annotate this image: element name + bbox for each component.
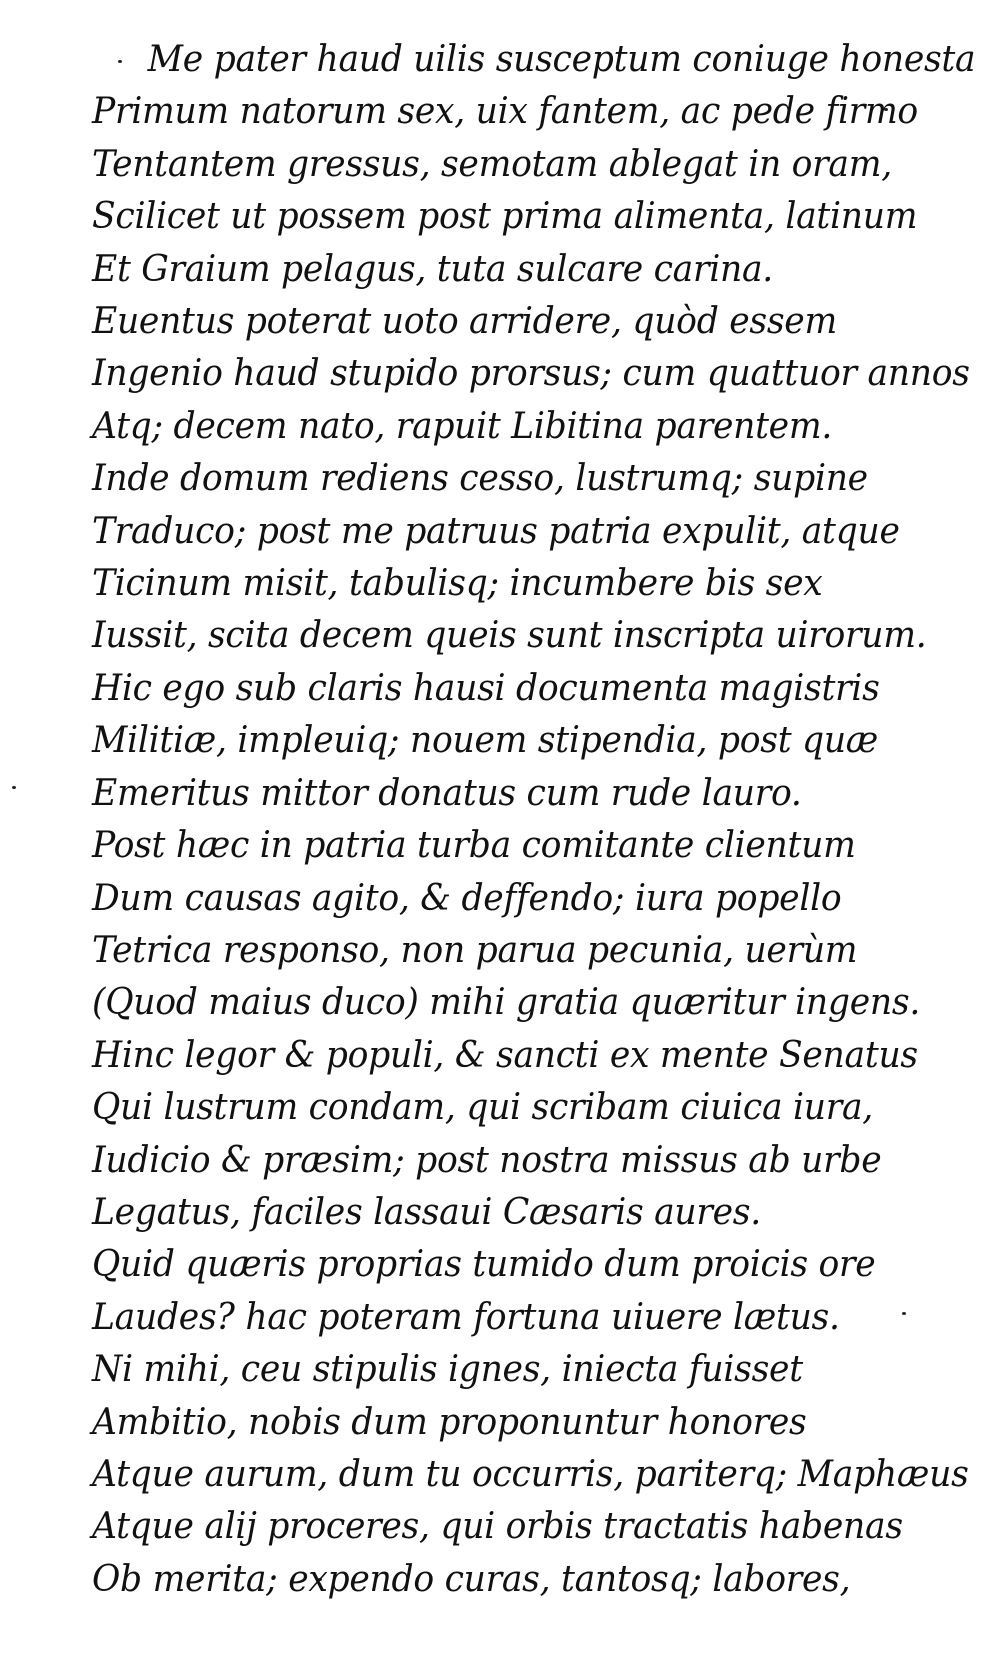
ink-speck bbox=[12, 786, 16, 789]
verse-line: Tentantem gressus, semotam ablegat in oram, bbox=[92, 143, 892, 185]
verse-line: Et Graium pelagus, tuta sulcare carina. bbox=[92, 248, 773, 290]
verse-line: Euentus poterat uoto arridere, quòd essem bbox=[92, 301, 837, 343]
verse-line: Inde domum rediens cesso, lustrumq; supine bbox=[92, 458, 868, 500]
verse-line: Legatus, faciles lassaui Cæsaris aures. bbox=[92, 1191, 761, 1233]
verse-line: Ambitio, nobis dum proponuntur honores bbox=[92, 1401, 807, 1443]
verse-line: Laudes? hac poteram fortuna uiuere lætus. bbox=[92, 1296, 840, 1338]
verse-line: Dum causas agito, & deffendo; iura popello bbox=[92, 877, 842, 919]
verse-line: Hinc legor & populi, & sancti ex mente Senatus bbox=[92, 1034, 918, 1076]
verse-line: Iussit, scita decem queis sunt inscripta uirorum. bbox=[92, 615, 927, 657]
verse-line: Iudicio & præsim; post nostra missus ab urbe bbox=[92, 1139, 882, 1181]
verse-line: Atque aurum, dum tu occurris, pariterq; Maphæus bbox=[92, 1453, 969, 1495]
verse-line: Hic ego sub claris hausi documenta magistris bbox=[92, 667, 880, 709]
verse-line: Ingenio haud stupido prorsus; cum quattuor annos bbox=[92, 353, 970, 395]
verse-line: Tetrica responso, non parua pecunia, uerùm bbox=[92, 929, 858, 971]
verse-line: Ni mihi, ceu stipulis ignes, iniecta fuisset bbox=[92, 1349, 803, 1391]
verse-line: Me pater haud uilis susceptum coniuge honesta bbox=[147, 39, 976, 80]
verse-line: Atq; decem nato, rapuit Libitina parentem. bbox=[92, 405, 833, 447]
verse-line: Quid quæris proprias tumido dum proicis ore bbox=[92, 1244, 876, 1286]
verse-line: Ob merita; expendo curas, tantosq; labores, bbox=[92, 1558, 851, 1600]
verse-line: Traduco; post me patruus patria expulit, atque bbox=[92, 510, 900, 552]
verse-text-block bbox=[92, 34, 976, 1606]
verse-line: Militiæ, impleuiq; nouem stipendia, post quæ bbox=[92, 720, 878, 762]
verse-line: Post hæc in patria turba comitante clientum bbox=[92, 825, 856, 867]
verse-line: (Quod maius duco) mihi gratia quæritur ingens. bbox=[92, 982, 921, 1024]
verse-line: Ticinum misit, tabulisq; incumbere bis sex bbox=[92, 563, 823, 605]
verse-line: Qui lustrum condam, qui scribam ciuica iura, bbox=[92, 1087, 873, 1129]
verse-line: Primum natorum sex, uix fantem, ac pede firmo bbox=[92, 91, 918, 133]
verse-line: Atque alij proceres, qui orbis tractatis habenas bbox=[92, 1506, 903, 1548]
verse-line: Emeritus mittor donatus cum rude lauro. bbox=[92, 772, 802, 814]
verse-line: Scilicet ut possem post prima alimenta, latinum bbox=[92, 196, 918, 238]
